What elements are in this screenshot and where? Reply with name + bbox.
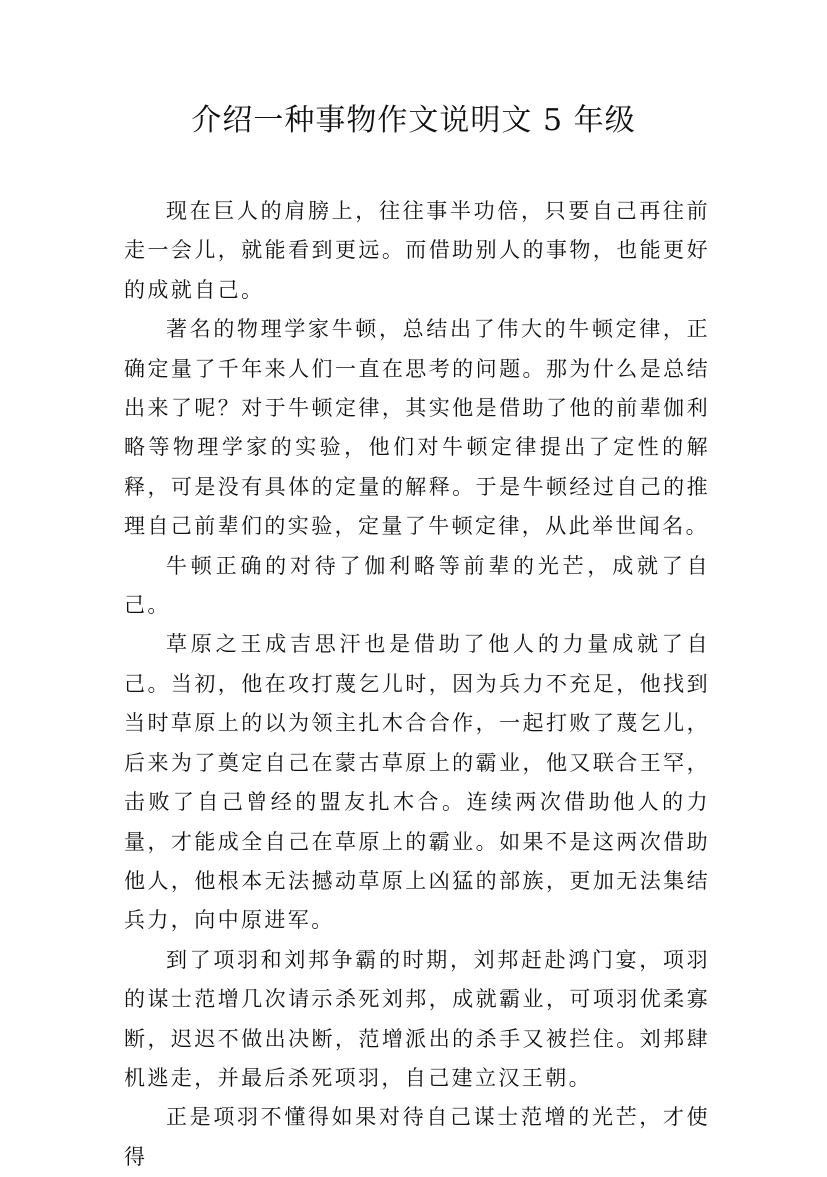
paragraph-2: 著名的物理学家牛顿，总结出了伟大的牛顿定律，正确定量了千年来人们一直在思考的问题。那为什么是总结出来了呢？对于牛顿定律，其实他是借助了他的前辈伽利略等物理学家的实验，他们对牛顿定律提出了定性的解释，可是没有具体的定量的解释。于是牛顿经过自己的推理自己前辈们的实验，定量了牛顿定律，从此举世闻名。 bbox=[124, 317, 710, 539]
document-title: 介绍一种事物作文说明文 5 年级 bbox=[191, 103, 636, 138]
document-body bbox=[124, 192, 710, 1177]
paragraph-3: 牛顿正确的对待了伽利略等前辈的光芒，成就了自己。 bbox=[124, 553, 710, 618]
paragraph-4: 草原之王成吉思汗也是借助了他人的力量成就了自己。当初，他在攻打蔑乞儿时，因为兵力不充足，他找到当时草原上的以为领主扎木合合作，一起打败了蔑乞儿，后来为了奠定自己在蒙古草原上的霸业，他又联合王罕，击败了自己曾经的盟友扎木合。连续两次借助他人的力量，才能成全自己在草原上的霸业。如果不是这两次借助他人，他根本无法撼动草原上凶猛的部族，更加无法集结兵力，向中原进军。 bbox=[124, 632, 710, 933]
paragraph-5: 到了项羽和刘邦争霸的时期，刘邦赶赴鸿门宴，项羽的谋士范增几次请示杀死刘邦，成就霸业，可项羽优柔寡断，迟迟不做出决断，范增派出的杀手又被拦住。刘邦肆机逃走，并最后杀死项羽，自己建立汉王朝。 bbox=[124, 947, 710, 1090]
paragraph-6: 正是项羽不懂得如果对待自己谋士范增的光芒，才使得 bbox=[124, 1105, 710, 1169]
paragraph-1: 现在巨人的肩膀上，往往事半功倍，只要自己再往前走一会儿，就能看到更远。而借助别人的事物，也能更好的成就自己。 bbox=[124, 199, 710, 302]
